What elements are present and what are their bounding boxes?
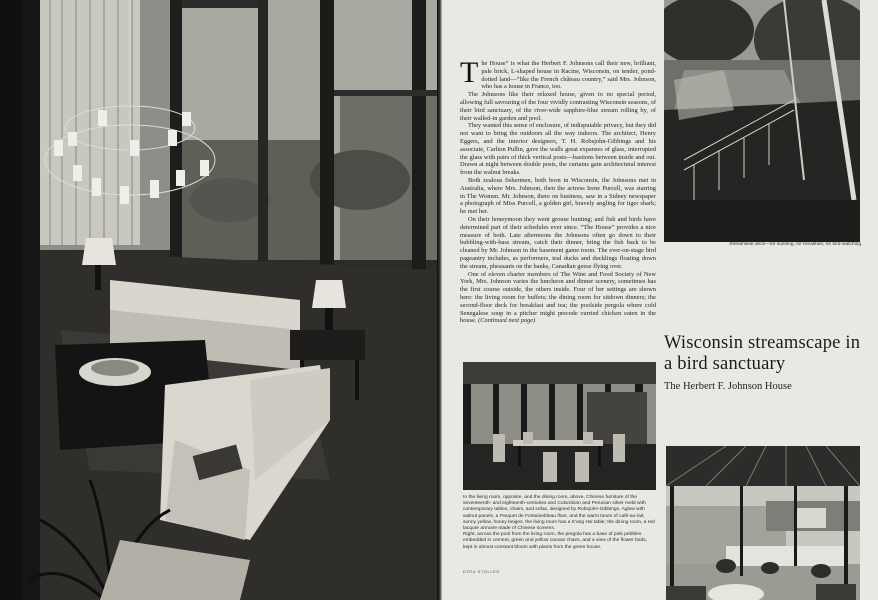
deck-caption: Streamside deck—for sunning, for breakfast, for bird-watching [729, 242, 861, 247]
article-body [460, 56, 656, 325]
article-paragraph: Both zealous fishermen, both born in Wisconsin, the Johnsons met in Australia, where Mrs. Johnson, then the actress Irene Purcell, was starring in The Women. Mr. Johnson, there on business, saw in a Sidney newspaper a photograph of Miss Purcell, a golden girl, bravely angling for tiger shark; he met her. [460, 176, 656, 216]
caption-paragraph: In the living room, opposite, and the dining room, above, Chinese furniture of the seventeenth- and eighteenth-centuries and Colombian and Peruvian silver meld with contemporary tables, chairs, and sofas, designed by Robsjohn-Gibbings. Aglow with walnut panels, a Parquet de Fontainebleau floor, and the warm tones of café-au-lait, sunny yellow, honey beiges, the living room has a K'ang Hsi table; the dining room, a red lacquer armoire made of Chinese screens. [463, 495, 655, 532]
living-room-caption [463, 495, 656, 551]
streamside-deck-photo [664, 0, 860, 242]
drop-cap: T [460, 56, 479, 89]
article-paragraph: The Johnsons like their relaxed house, given to no special period, allowing full savouring of the four vividly contrasting Wisconsin seasons, of their bird sanctuary, of the river-wide sapphire-blue stream rolling by, of their walled-in garden and pool. [460, 91, 656, 122]
article-paragraph: They wanted this sense of enclosure, of indisputable privacy, but they did not want to bring the outdoors all the way indoors. The architect, Henry Eggers, and the interior designers, T. H. Robsjohn-Gibbings and his associate, Carlton Pullin, gave the walls great expanses of glass, interrupted the glass with pairs of thick vertical posts—bastions between inside and out. Drawn at night between double posts, the curtains gain architectural interest from the walnut breaks. [460, 122, 656, 177]
article-headline: Wisconsin streamscape in a bird sanctuary [664, 333, 861, 374]
article-subhead: The Herbert F. Johnson House [664, 381, 792, 392]
article-paragraph: One of eleven charter members of The Wine and Food Society of New York, Mrs. Johnson varies the luncheon and dinner scenery, sometimes has the first course outside, the others inside. Four of her settings are shown here: the living room for buffets; the dining room for sitdown dinners; the second-floor deck for breakfast and tea; the poolside pergola where cold Senegalese soup in a pitcher might precede curried chicken eaten in the house. (Continued next page) [460, 270, 656, 325]
continued-note: (Continued next page) [478, 317, 536, 325]
dining-room-photo [463, 362, 656, 490]
article-paragraph: The House” is what the Herbert F. Johnsons call their new, brilliant, pale brick, L-shaped house in Racine, Wisconsin, on tender, pond-dotted land—“like the French château country,” said Mrs. Johnson, who has a house in France, too. [460, 56, 656, 91]
poolside-pergola-photo [666, 446, 860, 600]
article-paragraph: On their honeymoon they went grouse hunting; and fish and birds have determined part of their schedules ever since. “The House” provides a nice measure of both. Late afternoons the Johnsons often go down to their bubbling-with-bass stream, catch their dinner, bring the fish back to be cleaned by Mr. Johnson in the basement game room. The ever-on-stage bird pageantry includes, as performers, teal ducks and ducklings floating down the stream, pheasants on the banks, Canadian geese flying over. [460, 215, 656, 270]
living-room-photo [0, 0, 437, 600]
caption-paragraph: Right, across the pool from the living room, the pergola has a base of pink pebbles embedded in cement, green and yellow canvas chairs, and a view of the flower beds, kept in almost constant bloom with plants from the green house. [463, 532, 648, 550]
photo-credit: EZRA STOLLER [463, 569, 500, 574]
